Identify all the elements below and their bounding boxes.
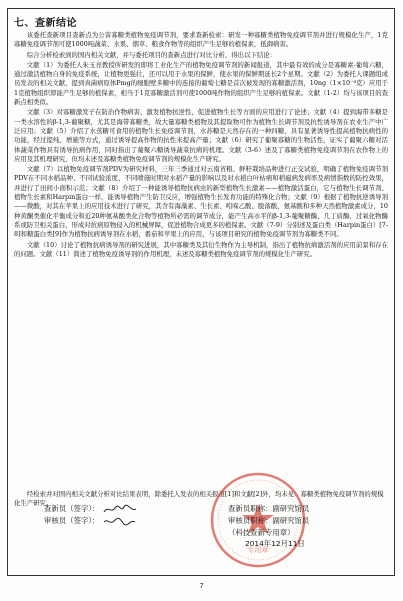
paragraph-6: 文献（10）讨论了植物抗病诱导剂的研究进展，其中寡糖类及其衍生物作为主导机制，指出了植物抗病激活剂的应用前景和存在的问题。文献（11）简述了植物免疫诱导剂的作用机理，未述及寡糖类植物免疫调节剂的规模化生产研究。 — [14, 240, 388, 258]
reviewer-label: 审核员（签字）： — [44, 516, 100, 525]
issue-date: 2014年12月11日 — [245, 539, 305, 548]
paragraph-4: 文献（3）对寡糖激发子在防治作物病害、激发植物抗逆性、促进植物生长等方面的应用进行了论述；文献（4）提到海带多糖是一类水溶性的β-1,3-葡聚糖，尤其是海带寡糖类，故大量寡糖类植物及其提取物可作为植物生长调节剂及抗性诱导剂在农业生产中广泛应用；文献（5）介绍了水蒸糖可食用的植物生长免疫调节剂，水苏糖是天然存在的一种四糖，具有显著诱导性提高植物抗病性的功能，经过提纯、增施等方式，通过诱导提高作物的抗性来提高产量；文献（6）研究了葡聚寡糖的生物活性，证实了葡聚六糖对活体蔬菜作物具有诱导抗病作用，同时指出了葡聚六糖诱导蔬菜抗病的机理。文献（3-6）述及了寡糖类植物免疫调节剂在农作物上的应用及其机理研究，但均未述及寡糖类植物免疫调节剂的规模化生产研究。 — [14, 108, 388, 163]
searcher-title-label: 查新员职称： — [228, 504, 273, 513]
conclusion-body — [14, 31, 388, 260]
searcher-label: 查新员（签字）： — [44, 504, 100, 513]
conclusion-frame — [7, 8, 395, 576]
stamp-caption: （科技查新专用章） — [228, 528, 295, 537]
searcher-title-value: 副研究馆员 — [272, 504, 310, 513]
paragraph-3: 文献（1）为委托人朱玉亮教授所研发的即将工业化生产的植物免疫调节剂的新闻报道，其中最有效的成分是寡糖素-葡萄六糖，通过激活植物自身的免疫系统，让植物更强壮，还可以用于水果的保鲜，使水果的保鲜期延长2个星期。文献（2）为委托人课题组成员发表的相关文献，提到真菌病原体Pmg的细胞壁多糖中的连接的葡萄七糖是首次被发现的寡糖激活剂，10ng（1×10⁻⁸克）应用于1克植物组织即能产生足够的植保素，相当于1克寡糖激活剂可使1000吨作物的组织产生足够的植保素。文献（1-2）均与该项目的查新点相类似。 — [14, 60, 388, 107]
reviewer-title-row — [228, 515, 309, 527]
section-title: 七、查新结论 — [14, 18, 77, 29]
reviewer-title-label: 审核员职称： — [228, 516, 273, 525]
conclusion-summary: 经检索并对国内相关文献分析对比结果表明，除委托人发表的相关报道[1]和文献[2]外，均未见：寡糖类植物免疫调节剂的规模化生产研究。 — [14, 490, 384, 508]
searcher-signature-row — [44, 503, 137, 515]
paragraph-2: 综合分析检索到的国内相关文献，并与委托项目的查新点进行对比分析，得出以下结论： — [26, 50, 277, 59]
searcher-title-row — [228, 503, 309, 515]
reviewer-handwritten-signature — [103, 516, 137, 527]
paragraph-1: 该委托查新项目查新点为公害寡糖类植物免疫调节剂，要求查新检索：研发一种寡糖类植物免疫调节剂并进行规模化生产，1克寡糖免疫调节剂可使1000吨蔬菜、水果、烟草、粮食作物等的组织产生足够的植保素，抵御病害。 — [14, 31, 388, 49]
reviewer-title-value: 副研究馆员 — [272, 516, 310, 525]
page-number: 7 — [199, 582, 204, 590]
reviewer-signature-row — [44, 515, 137, 527]
svg-text:专用章: 专用章 — [247, 546, 269, 554]
signature-block-right — [228, 503, 309, 539]
signature-block-left — [44, 503, 137, 527]
searcher-handwritten-signature — [103, 504, 137, 515]
paragraph-5: 文献（7）以植物免疫调节剂PDV为研究材料，三年三季通过对云南省粮、鲜籽栽培品种进行正交试验，明确了植物免疫调节剂PDV在不同水稻品种、不同试验浓度、不同喷施时期对水稻产量的影响以及对水稻白叶枯病和稻瘟病发病率及病情指数的防控效果，并进行了田间小面积示范；文献（8）介绍了一种能诱导植物抗病虫的新型植物生长激素——植物激活蛋白，它与植物生长调节剂、植物生长素和Harpin蛋白一样，能诱导植物产生防卫反应，增强植物生长发育功能的特殊化合物；文献（9）根据了植物抗逆诱导剂——微酸，对其在苹果上的应用技术进行了研究，其含有海藻素、生长素、吲哚乙酸、脱落酸、氨基酸和多种天然植物激素成分，10种黄酮类催化平衡成分和近20种氨基酸类化合物等植物所必需的调节成分，能产生高水平的β-1,3-葡聚糖酶、几丁质酶、过氧化物酶系或防卫相关蛋白，形成对抗病原物侵入的机械屏障，促进植物合成更多的植保素。文献（7-9）分别述及蛋白类（Harpin蛋白）[7-8]和糖蛋白类[9]作为植物抗病诱导剂在水稻、番茄和苹果上的应用，与该项目研究的植物免疫调节剂为寡糖类不同。 — [14, 165, 389, 239]
